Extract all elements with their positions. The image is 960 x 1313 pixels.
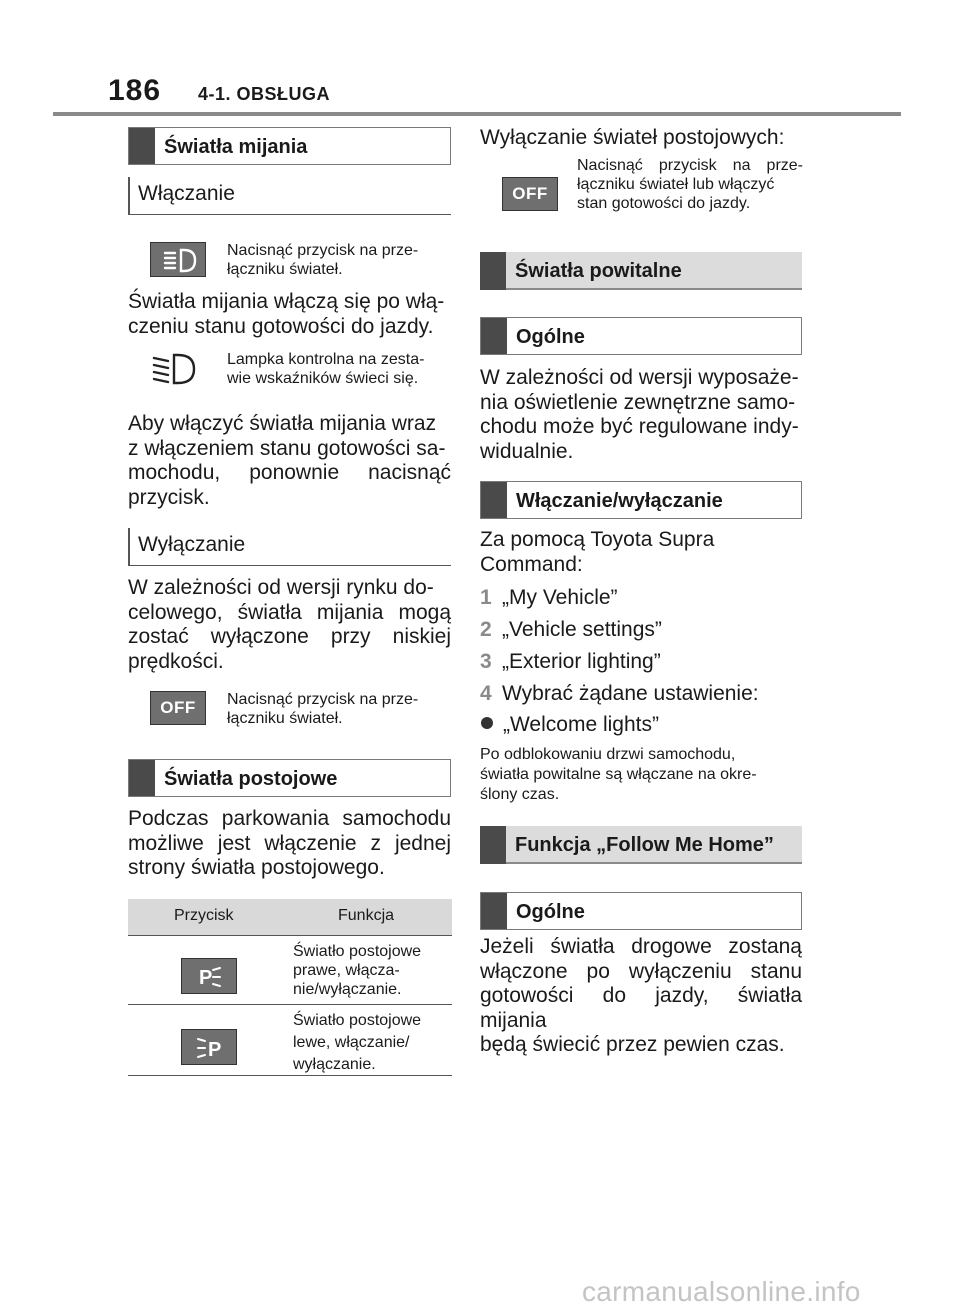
- table-row-1-function: Światło postojowe prawe, włącza- nie/wyłączanie.: [293, 943, 422, 998]
- table-header: [128, 899, 452, 936]
- heading-general-2: Ogólne: [480, 892, 802, 930]
- heading-welcome-lights: Światła powitalne: [480, 252, 802, 290]
- table-bottom-rule: [128, 1075, 452, 1076]
- heading-general-1: Ogólne: [480, 317, 802, 355]
- icon3-note: Nacisnąć przycisk na prze- łączniku świateł.: [227, 691, 419, 727]
- svg-text:P: P: [199, 967, 213, 989]
- step-2: 2 „Vehicle settings”: [480, 618, 662, 641]
- section-title: 4-1. OBSŁUGA: [198, 84, 331, 104]
- paragraph-follow-me-home: Jeżeli światła drogowe zostaną włączone po wyłączeniu stanu gotowości do jazdy, światła mijania będą świecić przez pewien czas.: [480, 935, 802, 1057]
- paragraph-command: Za pomocą Toyota Supra Command:: [480, 528, 715, 576]
- page-number: 186: [108, 74, 162, 107]
- table-row-2-function: Światło postojowe lewe, włączanie/ wyłączanie.: [293, 1012, 422, 1073]
- parking-left-icon: [181, 1029, 237, 1065]
- off-button-icon: OFF: [502, 177, 558, 211]
- parking-right-icon: [181, 958, 237, 994]
- svg-text:P: P: [208, 1039, 222, 1061]
- bullet-icon: [481, 717, 493, 729]
- paragraph-general-1: W zależności od wersji wyposaże- nia oświetlenie zewnętrzne samo- chodu może być regulowane indy- widualnie.: [480, 366, 799, 463]
- table-col-function: Funkcja: [338, 907, 395, 924]
- paragraph-market-version: W zależności od wersji rynku do- celowego, światła mijania mogą zostać wyłączone przy niskiej prędkości.: [128, 576, 451, 673]
- off-button-icon: OFF: [150, 691, 206, 725]
- dipped-beam-indicator-icon: [150, 344, 202, 394]
- paragraph-dipped-on: Światła mijania włączą się po włą- czeniu stanu gotowości do jazdy.: [128, 290, 445, 338]
- table-row-divider: [128, 1004, 452, 1005]
- subheading-switch-on: Włączanie: [128, 177, 451, 215]
- step-3: 3 „Exterior lighting”: [480, 650, 661, 673]
- headlight-switch-icon: [150, 242, 206, 277]
- paragraph-dipped-with-ready: Aby włączyć światła mijania wraz z włączeniem stanu gotowości sa- mochodu, ponownie nacisnąć przycisk.: [128, 412, 451, 509]
- icon1-note: Nacisnąć przycisk na prze- łączniku świateł.: [227, 242, 419, 278]
- step-4: 4 Wybrać żądane ustawienie:: [480, 682, 759, 705]
- paragraph-off-parking: Wyłączanie świateł postojowych:: [480, 126, 785, 149]
- heading-dipped-beam: Światła mijania: [128, 127, 451, 165]
- header-rule: [53, 112, 901, 116]
- icon2-note: Lampka kontrolna na zesta- wie wskaźników świeci się.: [227, 351, 425, 387]
- table-col-button: Przycisk: [174, 907, 234, 924]
- off-note: Nacisnąć przycisk na prze- łączniku świateł lub włączyć stan gotowości do jazdy.: [577, 157, 803, 212]
- heading-follow-me-home: Funkcja „Follow Me Home”: [480, 826, 802, 864]
- subheading-switch-off: Wyłączanie: [128, 528, 451, 566]
- watermark: carmanualsonline.info: [582, 1276, 861, 1307]
- paragraph-parking: Podczas parkowania samochodu możliwe jest włączenie z jednej strony światła postojowego.: [128, 807, 451, 880]
- note-welcome: Po odblokowaniu drzwi samochodu, światła powitalne są włączane na okre- ślony czas.: [480, 746, 757, 803]
- step-1: 1 „My Vehicle”: [480, 586, 618, 609]
- heading-on-off: Włączanie/wyłączanie: [480, 481, 802, 519]
- bullet-welcome-lights: „Welcome lights”: [480, 713, 659, 737]
- heading-parking-lights: Światła postojowe: [128, 759, 451, 797]
